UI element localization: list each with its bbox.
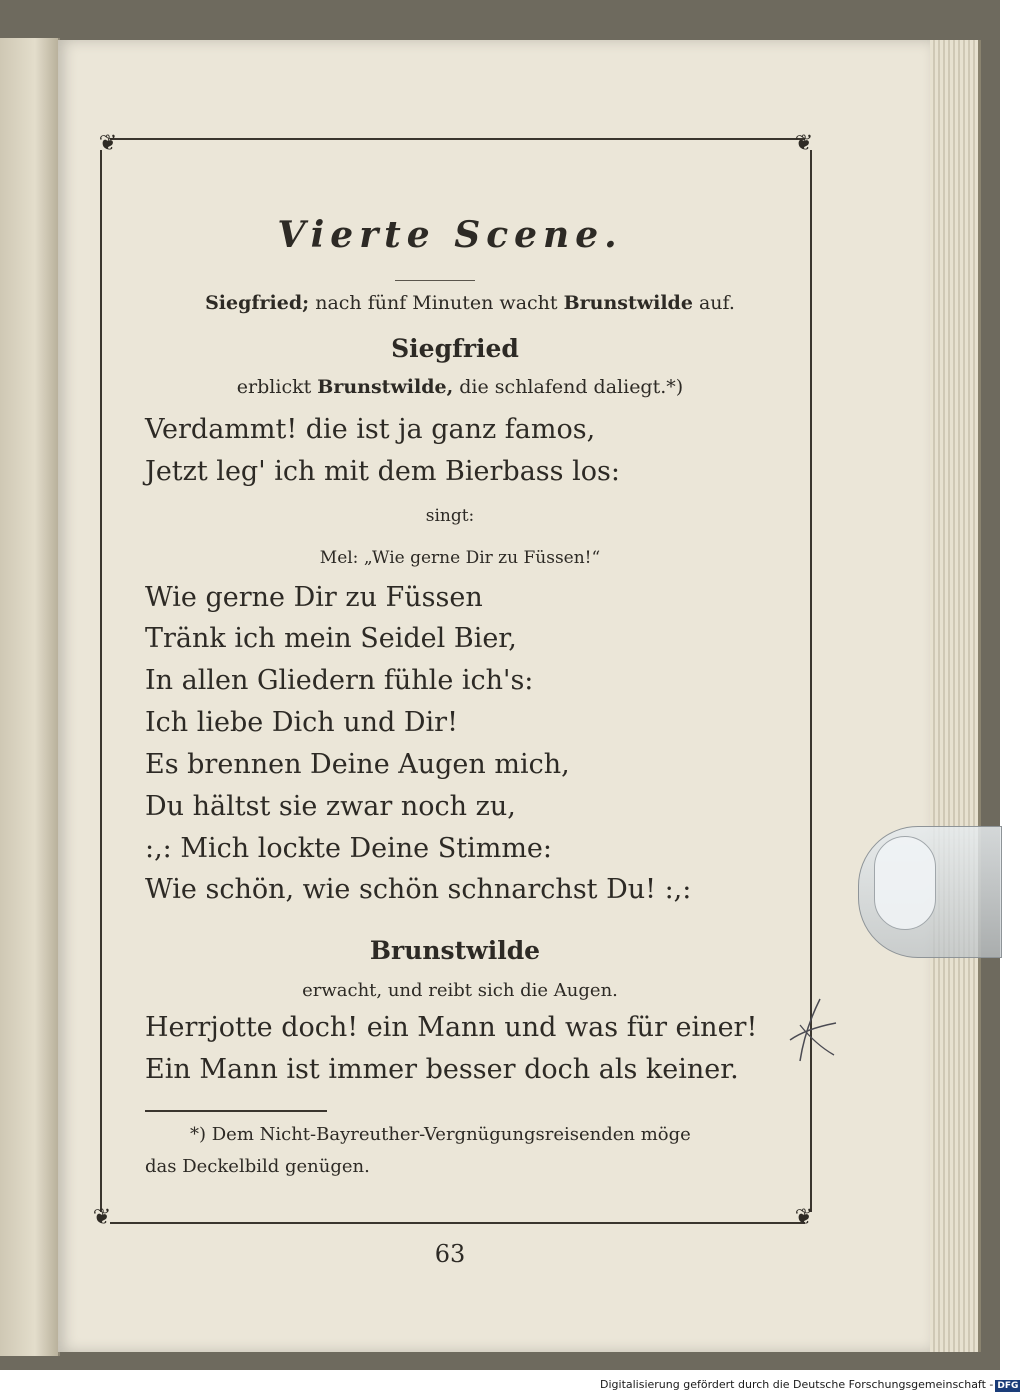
scan-credit-text: Digitalisierung gefördert durch die Deutsche Forschungsgemeinschaft - [600,1378,994,1391]
song-line: Wie gerne Dir zu Füssen [145,582,483,613]
verse-line: Herrjotte doch! ein Mann und was für einer! [145,1012,758,1043]
song-line: Es brennen Deine Augen mich, [145,749,570,780]
stage-direction-1-name: Brunstwilde [563,292,693,314]
speaker-siegfried: Siegfried [391,334,519,363]
corner-ornament-icon: ❦ [794,131,814,156]
pencil-cross-icon [780,995,840,1065]
song-line: Tränk ich mein Seidel Bier, [145,623,517,654]
heading-rule [395,280,475,281]
verse-line: Ein Mann ist immer besser doch als keiner. [145,1054,739,1085]
stage-direction-2-end: die schlafend daliegt.*) [453,376,684,398]
footnote-line: *) Dem Nicht-Bayreuther-Vergnügungsreisenden möge [190,1124,691,1145]
stage-direction-1-end: auf. [692,292,735,314]
stage-direction-2 [120,376,800,398]
frame-top-rule [110,138,805,140]
corner-ornament-icon: ❦ [92,1205,112,1230]
scan-credit [600,1378,1019,1394]
verse-line: Verdammt! die ist ja ganz famos, [145,414,596,445]
corner-ornament-icon: ❦ [794,1205,814,1230]
melody-note: Mel: „Wie gerne Dir zu Füssen!“ [319,548,601,568]
stage-direction-2-name: Brunstwilde, [317,376,454,398]
page-stack-edge [930,40,981,1352]
sung-note: singt: [425,506,475,526]
footnote-rule [145,1110,327,1112]
stage-direction-1-text: nach fünf Minuten wacht [309,292,564,314]
speaker-brunstwilde: Brunstwilde [369,936,541,965]
stage-direction-2-text: erblickt [236,376,318,398]
frame-bottom-rule [110,1222,805,1224]
page-number: 63 [434,1240,466,1268]
song-line: In allen Gliedern fühle ich's: [145,665,534,696]
page-clip-hole [874,836,936,930]
left-page-edge [0,38,60,1356]
verse-line: Jetzt leg' ich mit dem Bierbass los: [145,456,620,487]
corner-ornament-icon: ❦ [98,131,118,156]
song-line: Du hältst sie zwar noch zu, [145,791,516,822]
scene-heading: Vierte Scene. [277,214,623,256]
stage-direction-1-speaker: Siegfried; [205,292,310,314]
footnote-line: das Deckelbild genügen. [145,1156,370,1177]
stage-direction-1 [100,292,840,314]
stage-direction-3: erwacht, und reibt sich die Augen. [302,980,618,1001]
dfg-logo: DFG [997,1381,1019,1391]
song-line: :,: Mich lockte Deine Stimme: [145,833,552,864]
song-line: Wie schön, wie schön schnarchst Du! :,: [145,874,692,905]
song-line: Ich liebe Dich und Dir! [145,707,458,738]
